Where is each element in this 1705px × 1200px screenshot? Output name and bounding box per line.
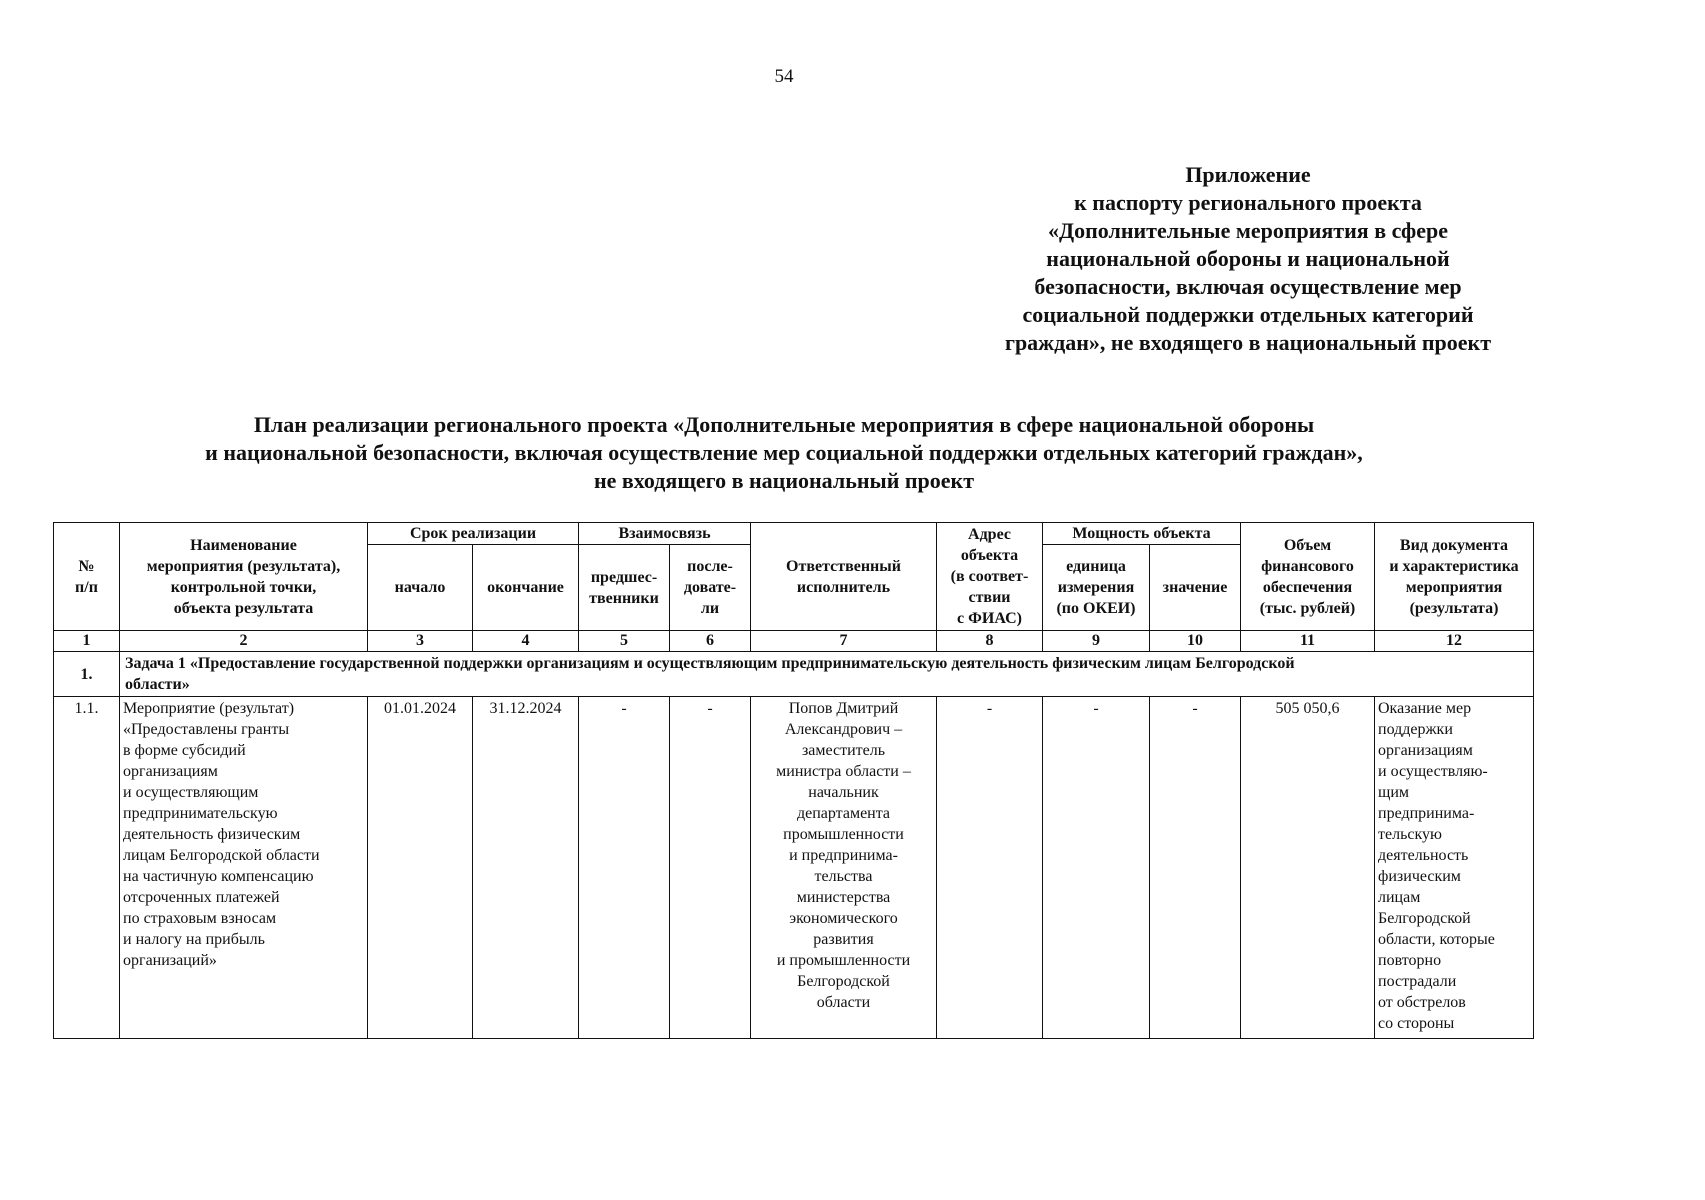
header-text: единица <box>1066 558 1126 575</box>
row-doc-line: Белгородской <box>1378 910 1471 927</box>
task-title-line: области» <box>125 676 190 693</box>
header-responsible <box>751 523 937 631</box>
row-name-line: деятельность физическим <box>123 826 301 843</box>
row-doc-line: повторно <box>1378 952 1442 969</box>
header-text: (в соответ- <box>950 568 1029 585</box>
row-responsible-line: развития <box>813 931 874 948</box>
row-responsible-line: и промышленности <box>776 952 911 969</box>
header-address <box>937 523 1043 631</box>
row-doc-line: тельскую <box>1378 826 1442 843</box>
column-number: 7 <box>751 631 937 652</box>
row-doc-line: со стороны <box>1378 1015 1455 1032</box>
row-name-line: и налогу на прибыль <box>123 931 265 948</box>
row-address: - <box>937 697 1043 1039</box>
row-name <box>120 697 368 1039</box>
row-doc-line: и осуществляю- <box>1378 763 1488 780</box>
row-responsible-line: экономического <box>789 910 898 927</box>
header-num <box>54 523 120 631</box>
row-name-line: предпринимательскую <box>123 805 278 822</box>
task-row <box>54 652 1534 697</box>
row-predecessors: - <box>579 697 670 1039</box>
row-doc-line: области, которые <box>1378 931 1495 948</box>
row-doc-line: организациям <box>1378 742 1473 759</box>
header-text: Объем <box>1283 536 1332 554</box>
header-text: и характеристика <box>1389 557 1519 575</box>
header-text: контрольной точки, <box>170 578 317 596</box>
column-number: 5 <box>579 631 670 652</box>
appendix-line: «Дополнительные мероприятия в сфере <box>1047 218 1449 243</box>
row-funding: 505 050,6 <box>1241 697 1375 1039</box>
row-doc-line: щим <box>1378 784 1410 801</box>
row-doc-line: поддержки <box>1378 721 1453 738</box>
header-relation: Взаимосвязь <box>579 523 751 545</box>
row-name-line: и осуществляющим <box>123 784 259 801</box>
header-text: Наименование <box>190 536 297 554</box>
task-title-line: Задача 1 «Предоставление государственной поддержки организациям и осуществляющим предпринимательскую деятельность физическим лицам Белгородской <box>125 655 1295 672</box>
header-unit <box>1043 545 1150 631</box>
plan-title-line: План реализации регионального проекта «Дополнительные мероприятия в сфере национальной обороны <box>253 412 1315 437</box>
header-text: Адрес <box>968 526 1011 543</box>
row-doc-line: физическим <box>1378 868 1461 885</box>
row-name-line: по страховым взносам <box>123 910 277 927</box>
header-text: объекта <box>960 547 1019 564</box>
appendix-heading <box>960 161 1536 357</box>
row-responsible-line: министерства <box>796 889 891 906</box>
header-text: (по ОКЕИ) <box>1056 600 1136 617</box>
column-number: 9 <box>1043 631 1150 652</box>
table-row <box>54 697 1534 1039</box>
row-responsible <box>751 697 937 1039</box>
column-number: 4 <box>473 631 579 652</box>
row-name-line: Мероприятие (результат) <box>123 700 295 717</box>
row-responsible-line: Попов Дмитрий <box>788 700 899 717</box>
row-doc-line: Оказание мер <box>1378 700 1472 717</box>
row-name-line: на частичную компенсацию <box>123 868 314 885</box>
task-title <box>120 652 1534 697</box>
page-number: 54 <box>774 66 794 87</box>
header-text: предшес- <box>590 568 658 586</box>
header-text: (результата) <box>1409 599 1499 617</box>
row-responsible-line: области <box>816 994 871 1011</box>
row-end-date: 31.12.2024 <box>473 697 579 1039</box>
row-name-line: лицам Белгородской области <box>123 847 320 864</box>
header-text: (тыс. рублей) <box>1259 599 1356 617</box>
header-text: довате- <box>683 579 737 596</box>
header-text: ли <box>700 600 720 617</box>
row-unit: - <box>1043 697 1150 1039</box>
row-doc-line: деятельность <box>1378 847 1469 864</box>
header-start: начало <box>368 545 473 631</box>
header-text: финансового <box>1261 557 1354 575</box>
column-number: 10 <box>1150 631 1241 652</box>
row-responsible-line: промышленности <box>783 826 904 843</box>
header-text: мероприятия <box>1405 578 1503 596</box>
column-number: 3 <box>368 631 473 652</box>
appendix-line: безопасности, включая осуществление мер <box>1034 274 1462 299</box>
row-doc-line: от обстрелов <box>1378 994 1466 1011</box>
row-doc-line: лицам <box>1378 889 1421 906</box>
header-text: измерения <box>1057 579 1135 596</box>
row-responsible-line: начальник <box>808 784 879 801</box>
plan-table <box>53 522 1534 1039</box>
row-start-date: 01.01.2024 <box>368 697 473 1039</box>
row-name-line: в форме субсидий <box>123 742 246 759</box>
header-text: исполнитель <box>796 578 891 596</box>
row-doc-type <box>1375 697 1534 1039</box>
header-text: Вид документа <box>1399 536 1509 554</box>
column-number: 6 <box>670 631 751 652</box>
column-number: 2 <box>120 631 368 652</box>
column-number: 8 <box>937 631 1043 652</box>
header-doc-type <box>1375 523 1534 631</box>
plan-title-line: и национальной безопасности, включая осуществление мер социальной поддержки отдельных категорий граждан», <box>205 440 1363 465</box>
appendix-line: социальной поддержки отдельных категорий <box>1022 302 1474 327</box>
row-value: - <box>1150 697 1241 1039</box>
column-number-row <box>54 631 1534 652</box>
header-text: мероприятия (результата), <box>146 557 341 575</box>
row-name-line: организациям <box>123 763 218 780</box>
row-responsible-line: заместитель <box>801 742 886 759</box>
header-text: ствии <box>968 589 1011 606</box>
header-text: с ФИАС) <box>957 610 1022 627</box>
header-predecessors <box>579 545 670 631</box>
header-text: № <box>78 557 95 575</box>
column-number: 1 <box>54 631 120 652</box>
row-name-line: «Предоставлены гранты <box>123 721 290 738</box>
row-name-line: организаций» <box>123 952 217 969</box>
row-doc-line: пострадали <box>1378 973 1457 990</box>
header-successors <box>670 545 751 631</box>
header-text: обеспечения <box>1262 578 1353 596</box>
header-text: твенники <box>589 589 659 607</box>
header-end: окончание <box>473 545 579 631</box>
header-text: после- <box>687 558 733 575</box>
header-value: значение <box>1150 545 1241 631</box>
row-doc-line: предпринима- <box>1378 805 1475 822</box>
row-name-line: отсроченных платежей <box>123 889 280 906</box>
row-responsible-line: министра области – <box>776 763 911 780</box>
row-responsible-line: тельства <box>814 868 873 885</box>
header-funding <box>1241 523 1375 631</box>
plan-title <box>0 411 1568 495</box>
row-number: 1.1. <box>54 697 120 1039</box>
column-number: 12 <box>1375 631 1534 652</box>
header-text: объекта результата <box>173 599 314 617</box>
row-responsible-line: и предпринима- <box>789 847 898 864</box>
appendix-line: национальной обороны и национальной <box>1046 246 1450 271</box>
header-capacity: Мощность объекта <box>1043 523 1241 545</box>
appendix-line: к паспорту регионального проекта <box>1074 190 1422 215</box>
column-number: 11 <box>1241 631 1375 652</box>
appendix-line: граждан», не входящего в национальный проект <box>1004 330 1492 355</box>
row-responsible-line: Белгородской <box>797 973 890 990</box>
appendix-line: Приложение <box>1185 162 1311 187</box>
row-responsible-line: департамента <box>796 805 891 822</box>
plan-title-line: не входящего в национальный проект <box>593 468 975 493</box>
task-number: 1. <box>54 652 120 697</box>
header-period: Срок реализации <box>368 523 579 545</box>
header-name <box>120 523 368 631</box>
row-responsible-line: Александрович – <box>784 721 903 738</box>
header-text: п/п <box>75 578 98 596</box>
row-successors: - <box>670 697 751 1039</box>
header-text: Ответственный <box>786 557 901 575</box>
